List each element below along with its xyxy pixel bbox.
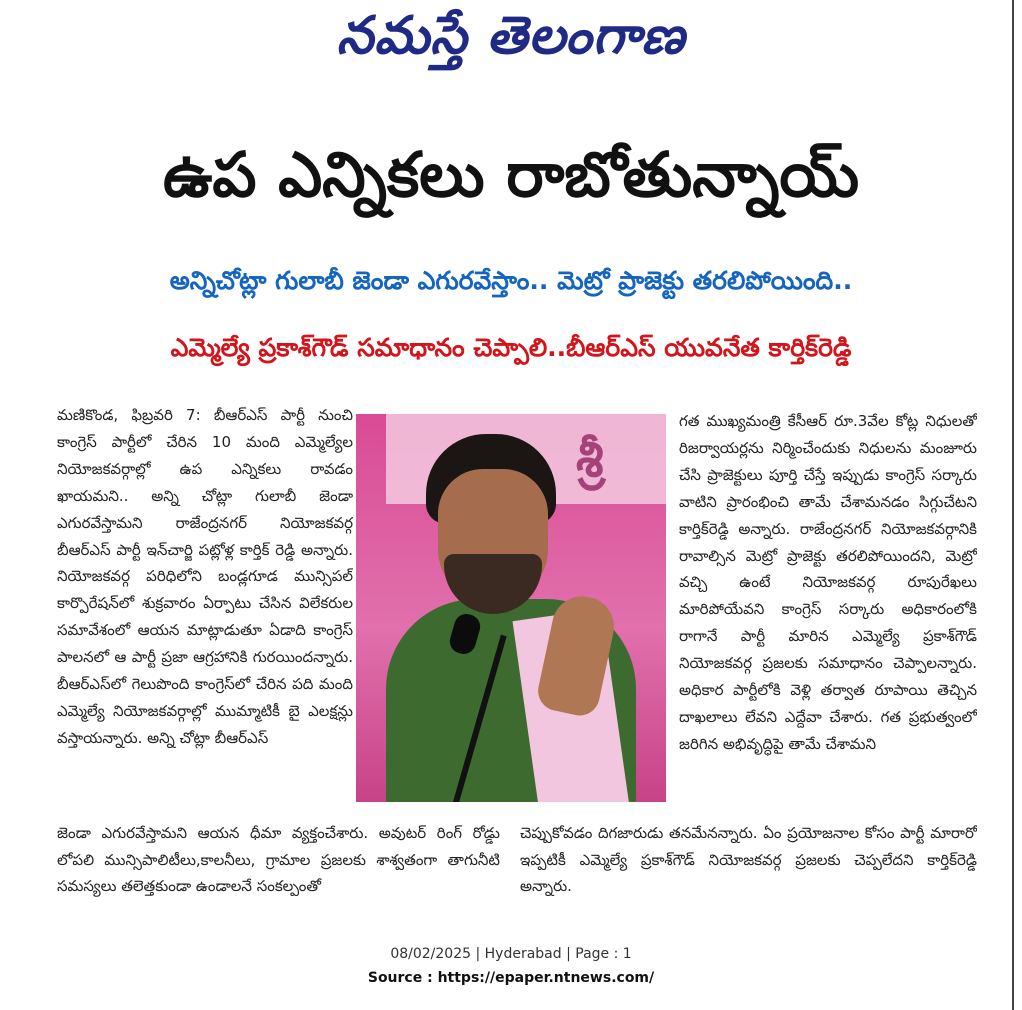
- article-continuation-left: జెండా ఎగురవేస్తామని ఆయన ధీమా వ్యక్తంచేశారు. అవుటర్‌ రింగ్‌ రోడ్డు లోపలి మున్సిపాలిటీలు,కాలనీలు, గ్రామాల ప్రజలకు శాశ్వతంగా తాగునీటి సమస్యలు తలెత్తకుండా ఉండాలనే సంకల్పంతో: [57, 824, 500, 895]
- article-headline: ఉప ఎన్నికలు రాబోతున్నాయ్‌: [162, 138, 860, 211]
- article-column-left: మణికొండ, ఫిబ్రవరి 7: బీఆర్‌ఎస్‌ పార్టీ నుంచి కాంగ్రెస్‌ పార్టీలో చేరిన 10 మంది ఎమ్మెల్యేల నియోజకవర్గాల్లో ఉప ఎన్నికలు రావడం ఖాయమని.. అన్ని చోట్లా గులాబీ జెండా ఎగురవేస్తామని రాజేంద్రనగర్‌ నియోజకవర్గ బీఆర్‌ఎస్‌ పార్టీ ఇన్‌చార్జి పట్లోళ్ల కార్తిక్‌ రెడ్డి అన్నారు. నియోజకవర్గ పరిధిలోని బండ్లగూడ మున్సిపల్‌ కార్పొరేషన్‌లో శుక్రవారం ఏర్పాటు చేసిన విలేకరుల సమావేశంలో ఆయన మాట్లాడుతూ ఏడాది కాంగ్రెస్‌ పాలనలో ఆ పార్టీ ప్రజా ఆగ్రహానికి గురయిందన్నారు. బీఆర్‌ఎస్‌లో గెలుపొంది కాంగ్రెస్‌లో చేరిన పది మంది ఎమ్మెల్యే నియోజకవర్గాల్లో ముమ్మాటికీ బై ఎలక్షన్లు వస్తాయన్నారు. అన్ని చోట్లా బీఆర్‌ఎస్‌: [57, 406, 353, 747]
- article-continuation-right: చెప్పుకోవడం దిగజారుడు తనమేనన్నారు. ఏం ప్రయోజనాల కోసం పార్టీ మారారో ఇప్పటికీ ఎమ్మెల్యే ప్రకాశ్‌గౌడ్‌ నియోజకవర్గ ప్రజలకు చెప్పలేదని కార్తిక్‌రెడ్డి అన్నారు.: [520, 824, 977, 895]
- photo-banner-text-top: శ్రీ: [576, 430, 604, 488]
- source-link[interactable]: Source : https://epaper.ntnews.com/: [367, 970, 655, 986]
- page-edge-divider: [1012, 0, 1014, 1010]
- article-column-right: గత ముఖ్యమంత్రి కేసీఆర్‌ రూ.3వేల కోట్ల నిధులతో రిజర్వాయర్లను నిర్మించేందుకు నిధులను మంజూరు చేసి ప్రాజెక్టులు పూర్తి చేస్తే ఇప్పుడు కాంగ్రెస్‌ సర్కారు వాటిని ప్రారంభించి తామే చేశామనడం సిగ్గుచేటని కార్తిక్‌రెడ్డి అన్నారు. రాజేంద్రనగర్‌ నియోజకవర్గానికి రావాల్సిన మెట్రో ప్రాజెక్టు తరలిపోయిందని, మెట్రో వచ్చి ఉంటే నియోజకవర్గ రూపురేఖలు మారిపోయేవని కాంగ్రెస్‌ సర్కారు అధికారంలోకి రాగానే పార్టీ మారిన ఎమ్మెల్యే ప్రకాశ్‌గౌడ్‌ నియోజకవర్గ ప్రజలకు సమాధానం చెప్పాలన్నారు. అధికార పార్టీలోకి వెళ్లి తర్వాత రూపాయి తెచ్చిన దాఖలాలు లేవని ఎద్దేవా చేశారు. గత ప్రభుత్వంలో జరిగిన అభివృద్ధిపై తామే చేశామని: [679, 412, 977, 753]
- article-photo: [356, 414, 666, 802]
- subheadline-2: ఎమ్మెల్యే ప్రకాశ్‌గౌడ్‌ సమాధానం చెప్పాలి..బీఆర్‌ఎస్‌ యువనేత కార్తిక్‌రెడ్డి: [170, 333, 852, 362]
- dateline: 08/02/2025 | Hyderabad | Page : 1: [390, 946, 632, 962]
- newspaper-masthead: నమస్తే తెలంగాణ: [336, 6, 686, 66]
- subheadline-1: అన్నిచోట్లా గులాబీ జెండా ఎగురవేస్తాం.. మెట్రో ప్రాజెక్టు తరలిపోయింది..: [169, 266, 853, 295]
